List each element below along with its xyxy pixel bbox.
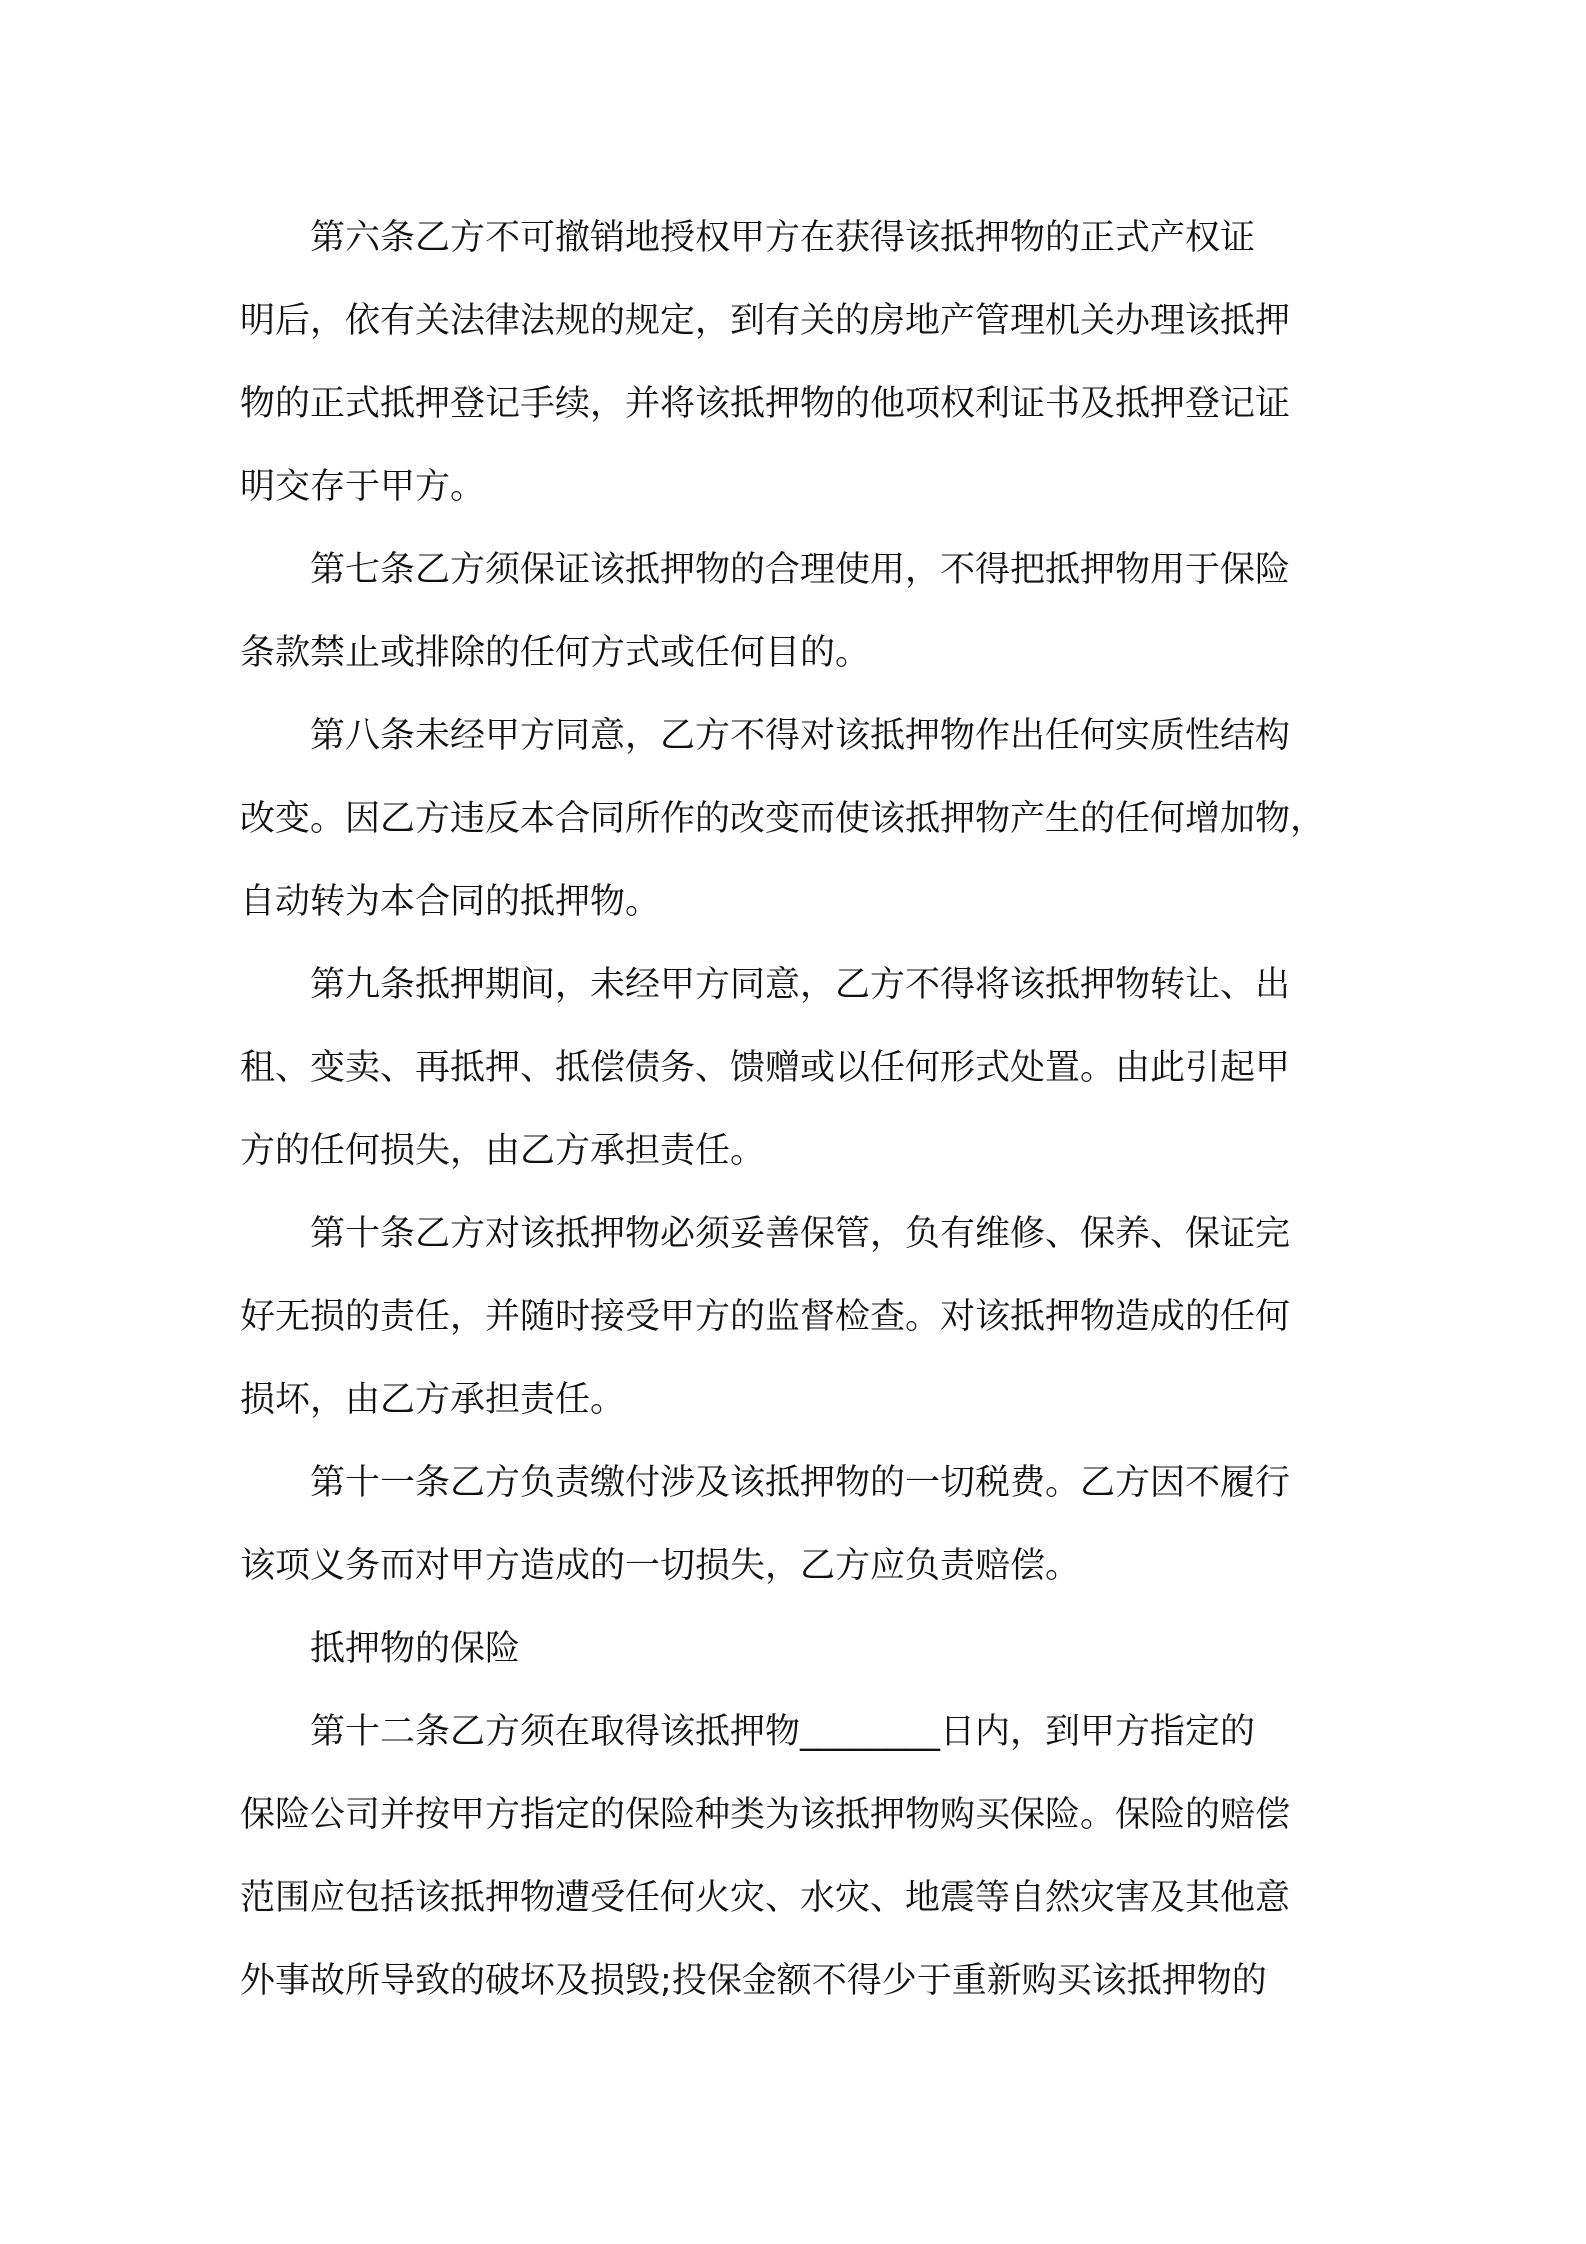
- paragraph-line: 第十二条乙方须在取得该抵押物________日内，到甲方指定的: [310, 1712, 1256, 1752]
- section-heading: [240, 1608, 1365, 1691]
- paragraph-line: 第八条未经甲方同意，乙方不得对该抵押物作出任何实质性结构: [310, 716, 1291, 756]
- document-body: [240, 197, 1365, 2023]
- paragraph-line: 保险公司并按甲方指定的保险种类为该抵押物购买保险。保险的赔偿: [240, 1795, 1291, 1835]
- paragraph-line: 损坏，由乙方承担责任。: [240, 1380, 626, 1420]
- paragraph-line: 明交存于甲方。: [240, 467, 486, 507]
- paragraph-line: 自动转为本合同的抵押物。: [240, 882, 661, 922]
- paragraph-line: 该项义务而对甲方造成的一切损失，乙方应负责赔偿。: [240, 1546, 1081, 1586]
- article-10-paragraph: [240, 1193, 1365, 1442]
- paragraph-line: 条款禁止或排除的任何方式或任何目的。: [240, 633, 871, 673]
- paragraph-line: 第六条乙方不可撤销地授权甲方在获得该抵押物的正式产权证: [310, 218, 1256, 258]
- paragraph-line: 第十一条乙方负责缴付涉及该抵押物的一切税费。乙方因不履行: [310, 1463, 1291, 1503]
- paragraph-line: 明后，依有关法律法规的规定，到有关的房地产管理机关办理该抵押: [240, 301, 1291, 341]
- article-6-paragraph: [240, 197, 1365, 529]
- paragraph-line: 范围应包括该抵押物遭受任何火灾、水灾、地震等自然灾害及其他意: [240, 1878, 1291, 1918]
- paragraph-line: 第九条抵押期间，未经甲方同意，乙方不得将该抵押物转让、出: [310, 965, 1291, 1005]
- paragraph-line: 第十条乙方对该抵押物必须妥善保管，负有维修、保养、保证完: [310, 1214, 1291, 1254]
- paragraph-line: 外事故所导致的破坏及损毁;投保金额不得少于重新购买该抵押物的: [240, 1961, 1267, 2001]
- article-12-paragraph: [240, 1691, 1365, 2023]
- paragraph-line: 第七条乙方须保证该抵押物的合理使用，不得把抵押物用于保险: [310, 550, 1291, 590]
- paragraph-line: 好无损的责任，并随时接受甲方的监督检查。对该抵押物造成的任何: [240, 1297, 1291, 1337]
- paragraph-line: 物的正式抵押登记手续，并将该抵押物的他项权利证书及抵押登记证: [240, 384, 1291, 424]
- paragraph-line: 改变。因乙方违反本合同所作的改变而使该抵押物产生的任何增加物，: [240, 799, 1326, 839]
- article-11-paragraph: [240, 1442, 1365, 1608]
- article-9-paragraph: [240, 944, 1365, 1193]
- section-heading-text: 抵押物的保险: [310, 1629, 521, 1669]
- article-8-paragraph: [240, 695, 1365, 944]
- article-7-paragraph: [240, 529, 1365, 695]
- paragraph-line: 租、变卖、再抵押、抵偿债务、馈赠或以任何形式处置。由此引起甲: [240, 1048, 1291, 1088]
- paragraph-line: 方的任何损失，由乙方承担责任。: [240, 1131, 766, 1171]
